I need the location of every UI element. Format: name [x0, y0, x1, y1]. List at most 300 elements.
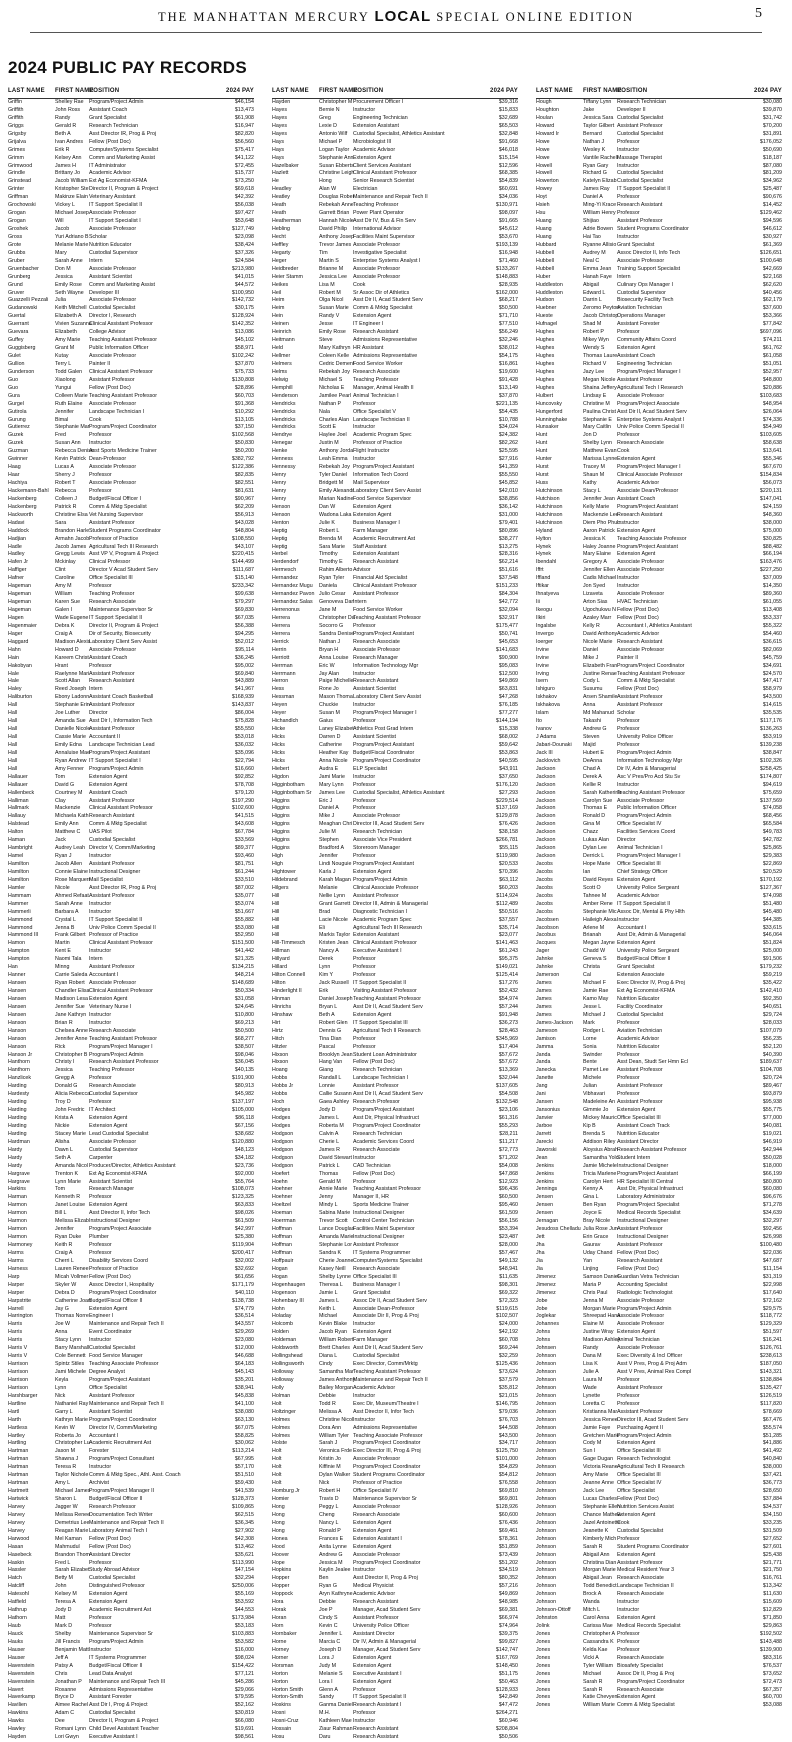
cell-position: Professor	[353, 400, 376, 407]
cell-pay: $39,375	[498, 1630, 518, 1637]
cell-pay: $44,553	[234, 1607, 254, 1614]
table-row	[8, 353, 254, 361]
cell-last-name: Hinrichs	[272, 1003, 292, 1010]
cell-last-name: Johnson	[536, 1472, 557, 1479]
cell-first-name: Susan M	[319, 710, 340, 717]
table-row	[272, 1647, 518, 1655]
cell-position: Office Specialist III	[89, 575, 133, 582]
cell-last-name: Hartwick	[8, 1496, 29, 1502]
table-row	[8, 361, 254, 369]
cell-pay: $98,026	[234, 1210, 254, 1217]
cell-position: Teaching Assistant Professor	[617, 670, 686, 677]
cell-first-name: Carrie Saleda	[55, 972, 88, 979]
cell-pay: $139,238	[759, 741, 782, 748]
cell-pay: $38,847	[762, 749, 782, 756]
cell-position: Clinical Assistant Professor	[89, 368, 153, 375]
table-row	[272, 1520, 518, 1528]
cell-first-name: Vivien Suzanna	[55, 321, 92, 328]
cell-first-name: Patrick R	[55, 503, 77, 510]
cell-first-name: Ryan J	[55, 853, 72, 860]
cell-position: Office Specialist V	[353, 408, 396, 415]
cell-first-name: Chris Paul	[583, 1289, 608, 1296]
cell-pay: $122,386	[231, 464, 254, 471]
cell-pay: $129,329	[759, 1321, 782, 1328]
table-row	[536, 345, 782, 353]
cell-position: Intern	[617, 273, 631, 280]
cell-last-name: Hamel	[8, 853, 24, 860]
table-row	[8, 599, 254, 607]
cell-first-name: Bradford A	[319, 845, 345, 852]
cell-pay: $42,308	[234, 1535, 254, 1542]
cell-last-name: Hudson	[536, 297, 555, 304]
cell-position: Office Specialist	[89, 1384, 127, 1391]
cell-position: Dir IV, Adm & Managerial	[617, 765, 676, 772]
table-row	[272, 1448, 518, 1456]
cell-position: Guardian Vetra Technician	[617, 1273, 680, 1280]
cell-last-name: Harmon	[8, 1218, 27, 1225]
cell-position: Professor	[89, 662, 112, 669]
cell-position: Professor	[89, 432, 112, 439]
cell-first-name: Melanie Marie	[55, 241, 89, 248]
table-row	[272, 329, 518, 337]
cell-position: International Advisor	[353, 226, 401, 232]
cell-first-name: Nick	[55, 1392, 66, 1399]
table-row	[272, 925, 518, 933]
cell-position: Teaching Professor	[89, 591, 135, 598]
table-row	[8, 1480, 254, 1488]
table-row	[8, 226, 254, 234]
cell-last-name: Jennings	[536, 1186, 558, 1193]
cell-pay: $163,476	[759, 559, 782, 566]
cell-pay: $56,073	[762, 480, 782, 486]
table-row	[8, 750, 254, 758]
cell-first-name: Ryanne Allisio	[583, 241, 617, 248]
table-row	[8, 655, 254, 663]
cell-pay: $61,509	[498, 1210, 518, 1217]
cell-last-name: Hoffpauir	[272, 1257, 294, 1264]
table-row	[536, 1456, 782, 1464]
cell-first-name: Aloysius Abrah	[583, 1146, 619, 1153]
cell-last-name: Hichandlch	[272, 718, 299, 725]
table-row	[8, 726, 254, 734]
table-row	[272, 194, 518, 202]
cell-last-name: Hale	[8, 678, 19, 685]
cell-pay: $23,736	[234, 1162, 254, 1169]
cell-pay: $69,213	[234, 1019, 254, 1026]
cell-first-name: Jenna M	[583, 1297, 604, 1304]
cell-first-name: Kip B	[583, 1122, 596, 1129]
table-row	[8, 1726, 254, 1734]
cell-pay: $35,621	[234, 1551, 254, 1558]
cell-position: Laboratory Administrator	[617, 1194, 675, 1201]
cell-first-name: Mel Kaman	[55, 1535, 82, 1542]
table-row	[536, 1329, 782, 1337]
cell-pay: $151,500	[231, 940, 254, 947]
table-row	[272, 1409, 518, 1417]
cell-first-name: Ruth Elaine	[55, 400, 83, 407]
cell-position: Instructor	[89, 1337, 112, 1344]
cell-last-name: Heitmann	[272, 337, 295, 344]
table-row	[536, 821, 782, 829]
cell-pay: $71,460	[498, 257, 518, 264]
cell-position: Medical Physicist	[353, 1583, 394, 1590]
cell-last-name: Jack III	[536, 749, 553, 756]
cell-last-name: Hansen	[8, 1003, 27, 1010]
cell-position: Associate Professor	[617, 591, 665, 598]
cell-pay: $128,373	[231, 1496, 254, 1502]
table-row	[536, 1623, 782, 1631]
cell-first-name: Kaylin Jealee	[319, 1567, 351, 1574]
table-row	[272, 1179, 518, 1187]
cell-first-name: Keith L	[319, 1305, 336, 1312]
table-row	[536, 1631, 782, 1639]
table-row	[272, 155, 518, 163]
cell-pay: $50,463	[498, 1678, 518, 1685]
table-row	[8, 1361, 254, 1369]
cell-first-name: Shelley Rae	[55, 99, 84, 105]
cell-pay: $192,502	[759, 1630, 782, 1637]
cell-first-name: Takashi	[583, 718, 601, 725]
cell-position: IT Support Specialist II	[89, 202, 143, 209]
cell-first-name: Brittany Jo	[55, 170, 81, 177]
cell-position: Clinical Assistant Professor	[89, 988, 153, 994]
cell-pay: $16,000	[234, 1646, 254, 1653]
cell-last-name: Hodges	[272, 1107, 291, 1114]
cell-first-name: John Ross	[55, 106, 81, 113]
cell-first-name: Gretchen Marie	[583, 1432, 620, 1439]
cell-pay: $38,000	[762, 1464, 782, 1471]
cell-last-name: Hamler	[8, 884, 26, 891]
cell-last-name: Harth	[8, 1416, 21, 1423]
cell-first-name: Melanie	[319, 884, 338, 891]
cell-position: Academic Advisor	[353, 1591, 396, 1598]
cell-last-name: Horton Smith	[272, 1686, 303, 1693]
cell-position: Associate Professor	[353, 241, 401, 248]
cell-last-name: Hughes	[536, 360, 555, 367]
cell-position: Program/Project Assistant	[617, 543, 678, 550]
cell-position: Associate Professor	[89, 226, 137, 232]
cell-last-name: Hendricks	[272, 408, 296, 415]
cell-last-name: Jett	[536, 1234, 545, 1241]
cell-first-name: Emma Jean	[583, 265, 612, 272]
cell-first-name: Emily Alexandr	[319, 487, 355, 494]
cell-pay: $13,105	[234, 416, 254, 423]
cell-position: Extension Agent	[617, 1329, 656, 1336]
cell-first-name: Jay Alan	[319, 670, 340, 677]
cell-position: Fellow (Post Doc)	[89, 1543, 131, 1550]
cell-first-name: Wade	[583, 1384, 597, 1391]
cell-last-name: Haar	[8, 472, 20, 479]
cell-position: Clinical Assistant Professor	[89, 321, 153, 328]
table-row	[8, 218, 254, 226]
cell-pay: $51,824	[762, 940, 782, 947]
cell-first-name: Christy I	[55, 1059, 75, 1066]
cell-position: Program/Project Assistant	[353, 630, 414, 637]
cell-position: Assistant Scientist	[353, 686, 396, 693]
cell-pay: $50,200	[234, 448, 254, 455]
cell-position: Custodial Specialist	[617, 1527, 664, 1534]
cell-last-name: Hayes	[272, 114, 288, 121]
cell-last-name: Hessman	[272, 694, 295, 701]
cell-last-name: Harshbarger	[8, 1392, 38, 1399]
cell-pay: $69,244	[498, 1345, 518, 1352]
cell-pay: $100,480	[759, 1242, 782, 1248]
cell-position: Cook	[617, 1519, 630, 1526]
cell-first-name: Annaluise Mae	[55, 749, 91, 756]
cell-pay: $53,074	[234, 900, 254, 907]
cell-position: Professor	[617, 718, 640, 725]
cell-first-name: Susumu	[583, 686, 603, 693]
cell-last-name: Hatch	[8, 1575, 22, 1582]
table-row	[536, 194, 782, 202]
cell-pay: $37,579	[498, 1376, 518, 1383]
cell-position: Staff Assistant	[353, 543, 387, 550]
cell-first-name: Brett Charles	[319, 1345, 350, 1352]
cell-position: Office Specialist III	[617, 1472, 661, 1479]
cell-position: Custodial Specialist	[89, 1710, 136, 1717]
cell-first-name: Jesse	[319, 321, 333, 328]
cell-last-name: Gutierrez	[8, 424, 30, 431]
cell-first-name: M.H.	[319, 1710, 331, 1717]
cell-pay: $151,233	[495, 583, 518, 590]
table-row	[272, 1147, 518, 1155]
cell-position: Office Specialist IV	[617, 1480, 662, 1487]
cell-last-name: Hough	[536, 99, 552, 105]
cell-first-name: Vantile Racheli	[583, 154, 618, 161]
table-row	[272, 170, 518, 178]
cell-position: Asst Dir, Physical Infrastruct	[353, 1115, 419, 1121]
cell-last-name: Harwood	[8, 1535, 30, 1542]
cell-pay: $227,250	[759, 567, 782, 574]
table-row	[8, 1687, 254, 1695]
cell-position: University Police Officer	[617, 734, 674, 740]
cell-last-name: Johnson	[536, 1551, 557, 1558]
cell-pay: $34,717	[498, 1440, 518, 1447]
cell-pay: $34,962	[762, 178, 782, 185]
table-row	[272, 1290, 518, 1298]
cell-last-name: Hillyard	[272, 956, 290, 963]
cell-position: Associate Professor	[617, 392, 665, 399]
cell-last-name: Guo	[8, 384, 19, 391]
header-pay: 2024 PAY	[754, 88, 782, 94]
cell-first-name: Arsen Shamile	[583, 694, 618, 701]
cell-pay: $98,561	[234, 1734, 254, 1741]
cell-position: Clinical Assistant Professor	[353, 940, 417, 947]
table-row	[536, 1377, 782, 1385]
cell-position: Exec Director IV, Prog & Proj	[617, 980, 685, 987]
cell-position: Assistant Professor	[617, 694, 663, 701]
cell-position: Professor	[89, 1242, 112, 1248]
cell-first-name: Randy	[55, 114, 71, 121]
cell-pay: $66,194	[762, 551, 782, 558]
cell-last-name: Homburg Jr	[272, 1488, 300, 1495]
cell-first-name: Brenda S	[583, 1130, 606, 1137]
table-row	[536, 115, 782, 123]
cell-first-name: Catherine Joan	[55, 1297, 91, 1304]
cell-position: Office Specialist III	[617, 861, 661, 867]
cell-pay: $55,882	[234, 916, 254, 923]
cell-last-name: Grogan	[8, 218, 26, 225]
table-row	[8, 1321, 254, 1329]
cell-first-name: Gina M	[583, 821, 601, 828]
table-row	[8, 1440, 254, 1448]
cell-position: Food Service Worker	[353, 360, 403, 367]
cell-pay: $57,170	[234, 1464, 254, 1471]
cell-pay: $29,863	[762, 1623, 782, 1629]
cell-position: Instructional Designer	[617, 1234, 669, 1241]
cell-position: Assistant Professor	[353, 591, 399, 598]
cell-last-name: Johnson	[536, 1591, 557, 1598]
cell-position: Associate Professor	[617, 567, 665, 574]
cell-pay: $47,154	[234, 1567, 254, 1574]
cell-position: Research Associate	[353, 1265, 400, 1272]
table-row	[272, 885, 518, 893]
table-row	[8, 623, 254, 631]
cell-position: Lead Data Analyst	[89, 1670, 132, 1677]
cell-first-name: Julie A	[583, 1369, 599, 1375]
cell-pay: $55,169	[234, 1591, 254, 1598]
cell-pay: $65,503	[498, 122, 518, 129]
cell-position: Landscape Technician I	[89, 408, 145, 415]
cell-pay: $92,350	[762, 995, 782, 1002]
cell-position: Associate Dean-Professor	[353, 1305, 415, 1312]
cell-first-name: Craig A	[55, 630, 73, 637]
table-row	[272, 99, 518, 107]
cell-pay: $51,051	[762, 360, 782, 367]
cell-pay: $40,840	[762, 1456, 782, 1463]
table-row	[8, 147, 254, 155]
cell-position: IT Support Specialist I	[89, 218, 141, 225]
table-row	[8, 1710, 254, 1718]
cell-position: Assistant Professor	[617, 1384, 663, 1391]
table-row	[272, 1734, 518, 1742]
table-row	[272, 1718, 518, 1726]
cell-last-name: Jacobs	[536, 861, 553, 867]
cell-last-name: Hebling	[272, 226, 290, 232]
table-row	[272, 1536, 518, 1544]
cell-position: Program/Project Assistant	[89, 1376, 150, 1383]
cell-pay: $62,209	[234, 503, 254, 510]
cell-pay: $142,747	[495, 1646, 518, 1653]
cell-first-name: Mahmudul	[55, 1543, 80, 1550]
table-row	[272, 798, 518, 806]
cell-pay: $86,118	[235, 1115, 254, 1121]
cell-pay: $32,002	[234, 1257, 254, 1264]
table-row	[272, 528, 518, 536]
cell-position: Instructor	[353, 106, 376, 113]
cell-position: Program/Project Manager I	[353, 710, 417, 717]
cell-first-name: Haileigh Alexa	[583, 916, 617, 923]
table-row	[8, 551, 254, 559]
cell-position: HR Specialist III Central	[617, 1178, 674, 1185]
cell-last-name: Hampton	[8, 948, 30, 955]
cell-pay: $47,472	[498, 1702, 518, 1709]
cell-position: Purchasing Agent II	[617, 1424, 663, 1431]
cell-pay: $90,967	[234, 495, 254, 502]
cell-last-name: Halton	[8, 829, 24, 836]
cell-position: Forester	[89, 1448, 109, 1455]
table-row	[8, 1139, 254, 1147]
cell-pay: $54,008	[498, 1162, 518, 1169]
cell-last-name: Hernandez Mugu	[272, 583, 313, 590]
cell-first-name: Kelsey M	[55, 1591, 77, 1598]
cell-pay: $112,489	[496, 900, 518, 907]
cell-first-name: Thomas	[319, 1170, 339, 1177]
cell-first-name: Cody L	[583, 678, 600, 685]
cell-pay: $125,414	[495, 972, 518, 979]
cell-position: Fellow (Post Doc)	[89, 1535, 131, 1542]
cell-position: Dean-Professor	[89, 456, 127, 463]
cell-first-name: Jon D	[583, 432, 597, 439]
cell-last-name: Higgins	[272, 821, 290, 828]
cell-first-name: Nathaniel Ray	[55, 1400, 89, 1407]
cell-first-name: Marissa Lynne	[583, 456, 618, 463]
cell-first-name: Hubert E	[583, 749, 604, 756]
cell-position: Research Technician	[353, 1130, 403, 1137]
cell-position: Fellow (Post Doc)	[617, 686, 659, 693]
cell-position: Professor of Practice	[89, 1265, 139, 1272]
cell-last-name: Hess	[272, 686, 285, 693]
cell-position: Extension Agent	[353, 1543, 392, 1550]
cell-last-name: Johnson	[536, 1424, 557, 1431]
table-row	[8, 1575, 254, 1583]
cell-first-name: Jake	[583, 106, 595, 113]
cell-last-name: Higgins	[272, 829, 290, 836]
cell-last-name: Grochowski	[8, 202, 36, 209]
cell-last-name: Hardesty	[8, 1091, 30, 1098]
cell-first-name: Mary Kathryn	[319, 345, 351, 352]
cell-position: Instructor	[617, 1599, 640, 1606]
cell-position: Comm and Marketing Assist	[89, 281, 155, 288]
cell-position: Procurement Officer I	[353, 99, 404, 105]
cell-last-name: Hamon	[8, 940, 26, 947]
cell-first-name: Kasey Neill	[319, 1265, 346, 1272]
cell-last-name: Iftikar	[536, 583, 549, 590]
cell-position: Office Specialist	[617, 1488, 655, 1495]
table-row	[8, 853, 254, 861]
cell-last-name: Harding	[8, 1107, 27, 1114]
cell-first-name: Sharon L	[55, 1496, 77, 1502]
cell-position: Teaching Professor	[353, 376, 399, 383]
cell-first-name: Seth Wayne	[55, 289, 84, 296]
table-row	[536, 313, 782, 321]
cell-last-name: Iskhakova	[536, 702, 560, 709]
cell-position: Instructor	[617, 575, 640, 582]
cell-last-name: Jimenez	[536, 1281, 556, 1288]
cell-first-name: Chazz	[583, 829, 599, 836]
table-row	[272, 242, 518, 250]
cell-pay: $67,357	[762, 1686, 782, 1693]
cell-last-name: Grimes	[8, 146, 26, 153]
cell-first-name: Jeff A	[55, 1654, 69, 1661]
cell-first-name: Nicole	[55, 884, 70, 891]
cell-first-name: Kelly R	[583, 622, 600, 629]
cell-position: Professor	[617, 329, 640, 336]
table-row	[272, 1329, 518, 1337]
cell-position: Asst Dir II, Acad Student Serv	[353, 1091, 423, 1098]
cell-last-name: Jones	[536, 1630, 551, 1637]
cell-first-name: Leah Emma	[319, 456, 348, 463]
cell-pay: $208,804	[495, 1726, 518, 1733]
cell-pay: $95,002	[234, 662, 254, 669]
table-row	[536, 424, 782, 432]
cell-last-name: Hoppock	[272, 1591, 293, 1598]
cell-last-name: Henson	[272, 503, 291, 510]
cell-last-name: Hafen Jr	[8, 559, 29, 566]
cell-last-name: Johnson	[536, 1535, 557, 1542]
cell-first-name: Jacob Ryan	[319, 1329, 347, 1336]
masthead	[0, 0, 792, 50]
